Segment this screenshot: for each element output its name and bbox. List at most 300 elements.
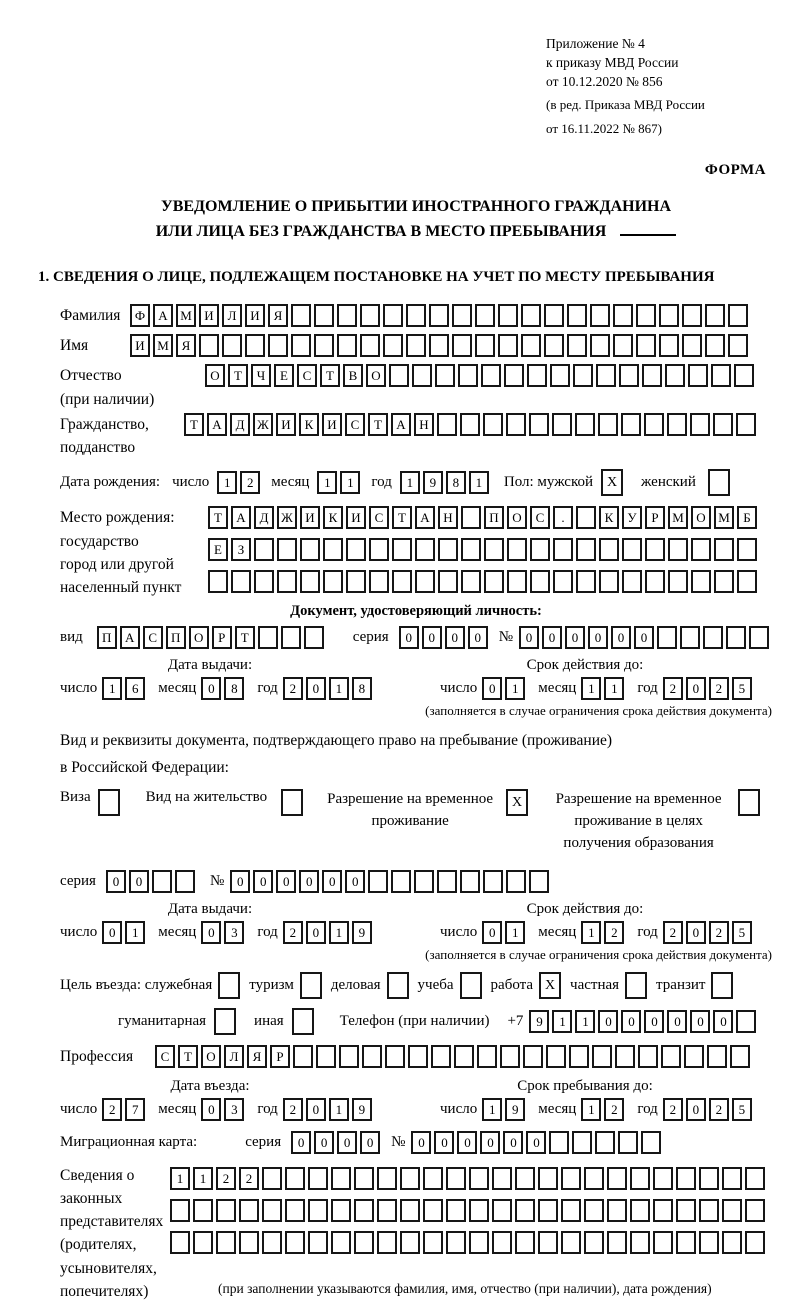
- char-box[interactable]: [475, 304, 495, 327]
- char-box[interactable]: [659, 334, 679, 357]
- char-box[interactable]: 1: [102, 677, 122, 700]
- char-box[interactable]: 0: [291, 1131, 311, 1154]
- char-box[interactable]: [331, 1231, 351, 1254]
- char-box[interactable]: 0: [686, 677, 706, 700]
- char-box[interactable]: 1: [400, 471, 420, 494]
- char-box[interactable]: 0: [345, 870, 365, 893]
- char-box[interactable]: Е: [208, 538, 228, 561]
- char-box[interactable]: [498, 334, 518, 357]
- char-box[interactable]: [703, 626, 723, 649]
- char-box[interactable]: 8: [446, 471, 466, 494]
- char-box[interactable]: А: [391, 413, 411, 436]
- char-box[interactable]: [590, 304, 610, 327]
- char-box[interactable]: 0: [201, 677, 221, 700]
- char-box[interactable]: 0: [565, 626, 585, 649]
- char-box[interactable]: 2: [240, 471, 260, 494]
- char-box[interactable]: [400, 1167, 420, 1190]
- tourism-checkbox[interactable]: [300, 972, 322, 999]
- char-box[interactable]: [461, 570, 481, 593]
- char-box[interactable]: 6: [125, 677, 145, 700]
- char-box[interactable]: [553, 538, 573, 561]
- char-box[interactable]: [726, 626, 746, 649]
- char-box[interactable]: И: [245, 304, 265, 327]
- char-box[interactable]: Б: [737, 506, 757, 529]
- char-box[interactable]: [599, 538, 619, 561]
- transit-checkbox[interactable]: [711, 972, 733, 999]
- char-box[interactable]: [170, 1231, 190, 1254]
- char-box[interactable]: [323, 570, 343, 593]
- char-box[interactable]: С: [297, 364, 317, 387]
- char-box[interactable]: 5: [732, 921, 752, 944]
- work-checkbox[interactable]: X: [539, 972, 561, 999]
- char-box[interactable]: [216, 1199, 236, 1222]
- char-box[interactable]: [377, 1199, 397, 1222]
- char-box[interactable]: 0: [598, 1010, 618, 1033]
- char-box[interactable]: [653, 1199, 673, 1222]
- char-box[interactable]: 7: [125, 1098, 145, 1121]
- char-box[interactable]: 8: [352, 677, 372, 700]
- char-box[interactable]: [308, 1231, 328, 1254]
- char-box[interactable]: О: [691, 506, 711, 529]
- char-box[interactable]: 0: [201, 921, 221, 944]
- char-box[interactable]: [665, 364, 685, 387]
- char-box[interactable]: 0: [201, 1098, 221, 1121]
- char-box[interactable]: 5: [732, 1098, 752, 1121]
- char-box[interactable]: [323, 538, 343, 561]
- char-box[interactable]: 1: [505, 677, 525, 700]
- char-box[interactable]: [262, 1167, 282, 1190]
- char-box[interactable]: [377, 1231, 397, 1254]
- char-box[interactable]: [331, 1167, 351, 1190]
- char-box[interactable]: [592, 1045, 612, 1068]
- char-box[interactable]: Д: [230, 413, 250, 436]
- gender-female-checkbox[interactable]: [708, 469, 730, 496]
- char-box[interactable]: Т: [320, 364, 340, 387]
- char-box[interactable]: [538, 1199, 558, 1222]
- char-box[interactable]: 0: [445, 626, 465, 649]
- char-box[interactable]: [737, 538, 757, 561]
- char-box[interactable]: [331, 1199, 351, 1222]
- char-box[interactable]: [745, 1167, 765, 1190]
- char-box[interactable]: [515, 1199, 535, 1222]
- char-box[interactable]: [636, 304, 656, 327]
- char-box[interactable]: [383, 304, 403, 327]
- char-box[interactable]: [258, 626, 278, 649]
- char-box[interactable]: [572, 1131, 592, 1154]
- char-box[interactable]: [569, 1045, 589, 1068]
- char-box[interactable]: [391, 870, 411, 893]
- char-box[interactable]: [300, 570, 320, 593]
- char-box[interactable]: [707, 1045, 727, 1068]
- char-box[interactable]: Т: [228, 364, 248, 387]
- char-box[interactable]: 0: [644, 1010, 664, 1033]
- char-box[interactable]: [262, 1199, 282, 1222]
- char-box[interactable]: 0: [713, 1010, 733, 1033]
- char-box[interactable]: 0: [611, 626, 631, 649]
- char-box[interactable]: 0: [106, 870, 126, 893]
- char-box[interactable]: [460, 870, 480, 893]
- char-box[interactable]: 2: [663, 1098, 683, 1121]
- char-box[interactable]: 1: [329, 1098, 349, 1121]
- char-box[interactable]: [515, 1167, 535, 1190]
- char-box[interactable]: И: [199, 304, 219, 327]
- char-box[interactable]: [730, 1045, 750, 1068]
- char-box[interactable]: [452, 304, 472, 327]
- char-box[interactable]: 0: [360, 1131, 380, 1154]
- char-box[interactable]: [308, 1199, 328, 1222]
- business-checkbox[interactable]: [387, 972, 409, 999]
- char-box[interactable]: [736, 413, 756, 436]
- char-box[interactable]: 2: [709, 921, 729, 944]
- char-box[interactable]: [728, 334, 748, 357]
- char-box[interactable]: [339, 1045, 359, 1068]
- char-box[interactable]: [722, 1199, 742, 1222]
- char-box[interactable]: [369, 570, 389, 593]
- char-box[interactable]: [360, 334, 380, 357]
- char-box[interactable]: К: [323, 506, 343, 529]
- visa-checkbox[interactable]: [98, 789, 120, 816]
- char-box[interactable]: [676, 1199, 696, 1222]
- char-box[interactable]: А: [120, 626, 140, 649]
- char-box[interactable]: С: [155, 1045, 175, 1068]
- char-box[interactable]: [193, 1199, 213, 1222]
- char-box[interactable]: 0: [306, 1098, 326, 1121]
- char-box[interactable]: [682, 334, 702, 357]
- char-box[interactable]: [458, 364, 478, 387]
- char-box[interactable]: 0: [411, 1131, 431, 1154]
- char-box[interactable]: [461, 538, 481, 561]
- char-box[interactable]: [736, 1010, 756, 1033]
- char-box[interactable]: 0: [276, 870, 296, 893]
- char-box[interactable]: [460, 413, 480, 436]
- char-box[interactable]: [492, 1231, 512, 1254]
- char-box[interactable]: [657, 626, 677, 649]
- char-box[interactable]: Ф: [130, 304, 150, 327]
- char-box[interactable]: Т: [184, 413, 204, 436]
- char-box[interactable]: 2: [283, 1098, 303, 1121]
- char-box[interactable]: [613, 304, 633, 327]
- char-box[interactable]: [506, 413, 526, 436]
- char-box[interactable]: [638, 1045, 658, 1068]
- char-box[interactable]: [406, 304, 426, 327]
- residence-permit-checkbox[interactable]: [281, 789, 303, 816]
- char-box[interactable]: [714, 538, 734, 561]
- char-box[interactable]: [400, 1231, 420, 1254]
- char-box[interactable]: [429, 334, 449, 357]
- char-box[interactable]: 0: [526, 1131, 546, 1154]
- char-box[interactable]: [546, 1045, 566, 1068]
- char-box[interactable]: 0: [482, 921, 502, 944]
- char-box[interactable]: [414, 870, 434, 893]
- char-box[interactable]: 5: [732, 677, 752, 700]
- char-box[interactable]: 9: [423, 471, 443, 494]
- char-box[interactable]: [291, 304, 311, 327]
- char-box[interactable]: [354, 1231, 374, 1254]
- char-box[interactable]: Я: [247, 1045, 267, 1068]
- char-box[interactable]: 2: [216, 1167, 236, 1190]
- char-box[interactable]: [369, 538, 389, 561]
- char-box[interactable]: Ж: [277, 506, 297, 529]
- char-box[interactable]: [523, 1045, 543, 1068]
- char-box[interactable]: 1: [329, 921, 349, 944]
- char-box[interactable]: [745, 1231, 765, 1254]
- char-box[interactable]: [392, 538, 412, 561]
- char-box[interactable]: [175, 870, 195, 893]
- char-box[interactable]: [254, 538, 274, 561]
- char-box[interactable]: [527, 364, 547, 387]
- char-box[interactable]: А: [207, 413, 227, 436]
- char-box[interactable]: [661, 1045, 681, 1068]
- char-box[interactable]: [300, 538, 320, 561]
- char-box[interactable]: [281, 626, 301, 649]
- char-box[interactable]: [408, 1045, 428, 1068]
- char-box[interactable]: [484, 538, 504, 561]
- char-box[interactable]: К: [599, 506, 619, 529]
- char-box[interactable]: [199, 334, 219, 357]
- char-box[interactable]: 2: [663, 677, 683, 700]
- char-box[interactable]: [239, 1199, 259, 1222]
- char-box[interactable]: 0: [621, 1010, 641, 1033]
- char-box[interactable]: С: [345, 413, 365, 436]
- char-box[interactable]: [622, 538, 642, 561]
- char-box[interactable]: [383, 334, 403, 357]
- char-box[interactable]: [659, 304, 679, 327]
- char-box[interactable]: Я: [176, 334, 196, 357]
- char-box[interactable]: [431, 1045, 451, 1068]
- char-box[interactable]: [277, 538, 297, 561]
- char-box[interactable]: И: [130, 334, 150, 357]
- char-box[interactable]: М: [153, 334, 173, 357]
- char-box[interactable]: 0: [588, 626, 608, 649]
- char-box[interactable]: [567, 334, 587, 357]
- char-box[interactable]: [576, 570, 596, 593]
- char-box[interactable]: [714, 570, 734, 593]
- char-box[interactable]: [630, 1167, 650, 1190]
- char-box[interactable]: [668, 538, 688, 561]
- char-box[interactable]: У: [622, 506, 642, 529]
- char-box[interactable]: [483, 413, 503, 436]
- char-box[interactable]: [389, 364, 409, 387]
- char-box[interactable]: 0: [129, 870, 149, 893]
- char-box[interactable]: [728, 304, 748, 327]
- char-box[interactable]: [745, 1199, 765, 1222]
- char-box[interactable]: А: [153, 304, 173, 327]
- char-box[interactable]: [437, 413, 457, 436]
- char-box[interactable]: 1: [170, 1167, 190, 1190]
- char-box[interactable]: [590, 334, 610, 357]
- char-box[interactable]: Л: [222, 304, 242, 327]
- char-box[interactable]: [530, 538, 550, 561]
- char-box[interactable]: [461, 506, 481, 529]
- char-box[interactable]: [484, 570, 504, 593]
- char-box[interactable]: [561, 1199, 581, 1222]
- char-box[interactable]: [573, 364, 593, 387]
- char-box[interactable]: [377, 1167, 397, 1190]
- char-box[interactable]: 1: [469, 471, 489, 494]
- char-box[interactable]: [216, 1231, 236, 1254]
- char-box[interactable]: О: [205, 364, 225, 387]
- char-box[interactable]: [529, 870, 549, 893]
- char-box[interactable]: 2: [663, 921, 683, 944]
- char-box[interactable]: [277, 570, 297, 593]
- char-box[interactable]: [598, 413, 618, 436]
- char-box[interactable]: [688, 364, 708, 387]
- char-box[interactable]: 1: [581, 677, 601, 700]
- char-box[interactable]: 1: [217, 471, 237, 494]
- char-box[interactable]: 0: [434, 1131, 454, 1154]
- char-box[interactable]: [645, 538, 665, 561]
- char-box[interactable]: Е: [274, 364, 294, 387]
- char-box[interactable]: А: [415, 506, 435, 529]
- char-box[interactable]: [415, 538, 435, 561]
- char-box[interactable]: [595, 1131, 615, 1154]
- char-box[interactable]: [314, 334, 334, 357]
- char-box[interactable]: 2: [102, 1098, 122, 1121]
- char-box[interactable]: 3: [224, 1098, 244, 1121]
- char-box[interactable]: 0: [457, 1131, 477, 1154]
- char-box[interactable]: [737, 570, 757, 593]
- char-box[interactable]: [596, 364, 616, 387]
- char-box[interactable]: [749, 626, 769, 649]
- char-box[interactable]: 0: [314, 1131, 334, 1154]
- char-box[interactable]: [354, 1199, 374, 1222]
- char-box[interactable]: [469, 1231, 489, 1254]
- char-box[interactable]: С: [530, 506, 550, 529]
- char-box[interactable]: [291, 334, 311, 357]
- char-box[interactable]: [653, 1167, 673, 1190]
- char-box[interactable]: 2: [239, 1167, 259, 1190]
- char-box[interactable]: [239, 1231, 259, 1254]
- char-box[interactable]: 0: [299, 870, 319, 893]
- char-box[interactable]: [584, 1199, 604, 1222]
- char-box[interactable]: Л: [224, 1045, 244, 1068]
- char-box[interactable]: [415, 570, 435, 593]
- char-box[interactable]: 9: [352, 921, 372, 944]
- char-box[interactable]: И: [300, 506, 320, 529]
- char-box[interactable]: 0: [468, 626, 488, 649]
- char-box[interactable]: [385, 1045, 405, 1068]
- char-box[interactable]: 0: [542, 626, 562, 649]
- char-box[interactable]: [308, 1167, 328, 1190]
- char-box[interactable]: О: [366, 364, 386, 387]
- char-box[interactable]: [653, 1231, 673, 1254]
- char-box[interactable]: [469, 1199, 489, 1222]
- char-box[interactable]: [507, 538, 527, 561]
- char-box[interactable]: [680, 626, 700, 649]
- char-box[interactable]: [437, 870, 457, 893]
- char-box[interactable]: [406, 334, 426, 357]
- char-box[interactable]: Ж: [253, 413, 273, 436]
- other-checkbox[interactable]: [292, 1008, 314, 1035]
- char-box[interactable]: С: [369, 506, 389, 529]
- char-box[interactable]: [314, 304, 334, 327]
- char-box[interactable]: [622, 570, 642, 593]
- char-box[interactable]: 2: [604, 1098, 624, 1121]
- char-box[interactable]: [550, 364, 570, 387]
- char-box[interactable]: [705, 304, 725, 327]
- char-box[interactable]: [392, 570, 412, 593]
- char-box[interactable]: 0: [230, 870, 250, 893]
- humanitarian-checkbox[interactable]: [214, 1008, 236, 1035]
- char-box[interactable]: [722, 1231, 742, 1254]
- char-box[interactable]: Т: [178, 1045, 198, 1068]
- char-box[interactable]: [368, 870, 388, 893]
- char-box[interactable]: 1: [604, 677, 624, 700]
- char-box[interactable]: 1: [505, 921, 525, 944]
- char-box[interactable]: [618, 1131, 638, 1154]
- char-box[interactable]: 2: [709, 1098, 729, 1121]
- char-box[interactable]: [713, 413, 733, 436]
- char-box[interactable]: 1: [581, 1098, 601, 1121]
- char-box[interactable]: [690, 413, 710, 436]
- char-box[interactable]: [316, 1045, 336, 1068]
- char-box[interactable]: 0: [686, 921, 706, 944]
- char-box[interactable]: 9: [505, 1098, 525, 1121]
- char-box[interactable]: [337, 304, 357, 327]
- char-box[interactable]: 0: [322, 870, 342, 893]
- char-box[interactable]: [454, 1045, 474, 1068]
- char-box[interactable]: [576, 506, 596, 529]
- char-box[interactable]: [500, 1045, 520, 1068]
- char-box[interactable]: 8: [224, 677, 244, 700]
- char-box[interactable]: [346, 538, 366, 561]
- char-box[interactable]: Н: [438, 506, 458, 529]
- char-box[interactable]: [691, 570, 711, 593]
- private-checkbox[interactable]: [625, 972, 647, 999]
- temp-residence-checkbox[interactable]: X: [506, 789, 528, 816]
- char-box[interactable]: Т: [392, 506, 412, 529]
- char-box[interactable]: 0: [667, 1010, 687, 1033]
- char-box[interactable]: 0: [399, 626, 419, 649]
- char-box[interactable]: [521, 334, 541, 357]
- char-box[interactable]: 0: [422, 626, 442, 649]
- char-box[interactable]: [734, 364, 754, 387]
- char-box[interactable]: [362, 1045, 382, 1068]
- char-box[interactable]: Н: [414, 413, 434, 436]
- char-box[interactable]: [231, 570, 251, 593]
- char-box[interactable]: [615, 1045, 635, 1068]
- char-box[interactable]: 0: [306, 677, 326, 700]
- char-box[interactable]: [544, 334, 564, 357]
- char-box[interactable]: [607, 1231, 627, 1254]
- char-box[interactable]: [438, 538, 458, 561]
- char-box[interactable]: 3: [224, 921, 244, 944]
- char-box[interactable]: 1: [552, 1010, 572, 1033]
- char-box[interactable]: И: [276, 413, 296, 436]
- char-box[interactable]: [538, 1167, 558, 1190]
- char-box[interactable]: [446, 1199, 466, 1222]
- char-box[interactable]: [254, 570, 274, 593]
- char-box[interactable]: П: [97, 626, 117, 649]
- char-box[interactable]: Р: [645, 506, 665, 529]
- char-box[interactable]: [285, 1167, 305, 1190]
- char-box[interactable]: [530, 570, 550, 593]
- char-box[interactable]: .: [553, 506, 573, 529]
- char-box[interactable]: [676, 1231, 696, 1254]
- char-box[interactable]: [504, 364, 524, 387]
- char-box[interactable]: [193, 1231, 213, 1254]
- char-box[interactable]: И: [322, 413, 342, 436]
- char-box[interactable]: [529, 413, 549, 436]
- char-box[interactable]: [576, 538, 596, 561]
- char-box[interactable]: 1: [581, 921, 601, 944]
- char-box[interactable]: [423, 1167, 443, 1190]
- char-box[interactable]: В: [343, 364, 363, 387]
- char-box[interactable]: [475, 334, 495, 357]
- char-box[interactable]: [245, 334, 265, 357]
- char-box[interactable]: [515, 1231, 535, 1254]
- char-box[interactable]: [423, 1231, 443, 1254]
